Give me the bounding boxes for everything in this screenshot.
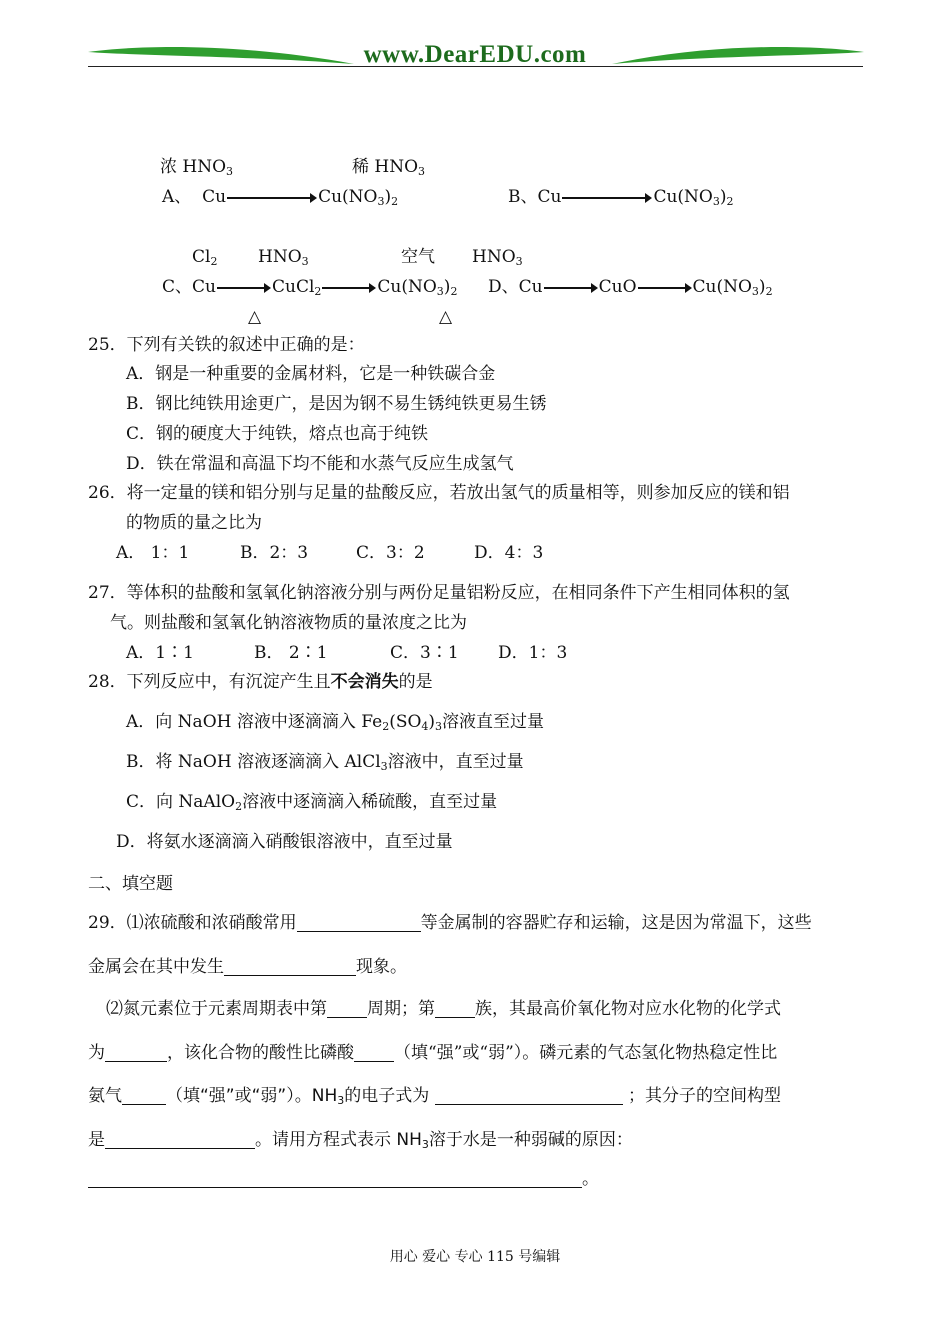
q29-part1-line2: 金属会在其中发生 现象。 <box>88 957 407 977</box>
q26-option-d: D．4：3 <box>474 543 544 563</box>
q24-c-heat-symbol: △ <box>248 307 262 327</box>
q24-b-reagent: 稀 $HNO_3$ <box>352 157 426 178</box>
header-site-logo: www.DearEDU.com <box>363 41 587 68</box>
q29-blank-formula[interactable] <box>105 1043 167 1062</box>
q25-option-b: B．钢比纯铁用途更广，是因为钢不易生锈纯铁更易生锈 <box>126 394 547 414</box>
q24-c-reagent2: $HNO_3$ <box>258 247 309 268</box>
q27-stem-line2: 气。则盐酸和氢氧化钠溶液物质的量浓度之比为 <box>110 613 467 633</box>
header-divider <box>88 66 863 67</box>
q29-blank-geometry[interactable] <box>105 1130 255 1149</box>
q29-part2-line5: 。 <box>88 1168 599 1190</box>
q28-option-c: C．向 NaAlO$_2$溶液中逐滴滴入稀硫酸，直至过量 <box>126 792 498 813</box>
q25-option-c: C．钢的硬度大于纯铁，熔点也高于纯铁 <box>126 424 429 444</box>
q25-option-d: D．铁在常温和高温下均不能和水蒸气反应生成氢气 <box>126 454 514 474</box>
q29-part2-line1: ⑵氮元素位于元素周期表中第 周期；第 族，其最高价氧化物对应水化物的化学式 <box>106 999 781 1019</box>
q26-stem-line2: 的物质的量之比为 <box>126 513 262 533</box>
q24-a-reagent: 浓 $HNO_3$ <box>160 157 234 178</box>
q28-option-a: A．向 NaOH 溶液中逐滴滴入 $Fe_2(SO_4)_3$溶液直至过量 <box>126 712 545 733</box>
q28-stem: 28．下列反应中，有沉淀产生且不会消失的是 <box>88 672 433 692</box>
q26-option-a: A． 1：1 <box>116 543 190 563</box>
q25-stem: 25．下列有关铁的叙述中正确的是： <box>88 335 365 355</box>
q29-blank-equation[interactable] <box>88 1169 582 1188</box>
q28-emphasis: 不会消失 <box>330 672 399 692</box>
q24-d-reagent1: 空气 <box>401 247 435 267</box>
q24-d-heat-symbol: △ <box>439 307 453 327</box>
q28-option-d: D．将氨水逐滴滴入硝酸银溶液中，直至过量 <box>116 832 453 852</box>
q27-option-c: C．3∶1 <box>390 643 459 663</box>
q24-option-d: D、Cu CuO $Cu(NO_3)_2$ <box>488 277 773 298</box>
q27-stem-line1: 27．等体积的盐酸和氢氧化钠溶液分别与两份足量铝粉反应，在相同条件下产生相同体积的氢 <box>88 583 790 603</box>
page-footer: 用心 爱心 专心 115 号编辑 <box>389 1249 561 1265</box>
q28-option-b: B．将 NaOH 溶液逐滴滴入 AlCl$_3$溶液中，直至过量 <box>126 752 524 773</box>
q29-blank-phenomenon[interactable] <box>224 957 356 976</box>
q24-option-b: B、Cu $Cu(NO_3)_2$ <box>508 187 734 208</box>
q27-option-a: A．1∶1 <box>126 643 194 663</box>
q27-option-d: D．1：3 <box>498 643 568 663</box>
q29-blank-electron-formula[interactable] <box>435 1086 623 1105</box>
q29-part2-line2: 为 ，该化合物的酸性比磷酸 （填“强”或“弱”）。磷元素的气态氢化物热稳定性比 <box>88 1043 778 1063</box>
q27-option-b: B． 2∶1 <box>254 643 328 663</box>
q24-option-c: C、Cu CuCl$_2$ $Cu(NO_3)_2$ <box>162 277 458 298</box>
q26-option-c: C．3：2 <box>356 543 425 563</box>
q24-c-reagent1: $Cl_2$ <box>192 247 218 268</box>
q29-part2-line4: 是 。请用方程式表示 $NH_3$溶于水是一种弱碱的原因： <box>88 1130 633 1151</box>
q29-blank-acidity[interactable] <box>354 1043 394 1062</box>
section-title: 二、填空题 <box>88 874 173 894</box>
q25-option-a: A．钢是一种重要的金属材料，它是一种铁碳合金 <box>126 364 496 384</box>
q26-option-b: B．2：3 <box>240 543 309 563</box>
q29-blank-metal[interactable] <box>297 913 421 932</box>
q24-option-a: A、 Cu $Cu(NO_3)_2$ <box>162 187 399 208</box>
q29-part2-line3: 氨气 （填“强”或“弱”）。$NH_3$的电子式为 ；其分子的空间构型 <box>88 1086 782 1107</box>
q29-blank-group[interactable] <box>435 999 475 1018</box>
q29-blank-period[interactable] <box>327 999 367 1018</box>
q26-stem-line1: 26．将一定量的镁和铝分别与足量的盐酸反应，若放出氢气的质量相等，则参加反应的镁和铝 <box>88 483 790 503</box>
q29-part1-line1: 29．⑴浓硫酸和浓硝酸常用 等金属制的容器贮存和运输，这是因为常温下，这些 <box>88 913 812 933</box>
q24-d-reagent2: $HNO_3$ <box>472 247 523 268</box>
q29-blank-stability[interactable] <box>122 1086 166 1105</box>
